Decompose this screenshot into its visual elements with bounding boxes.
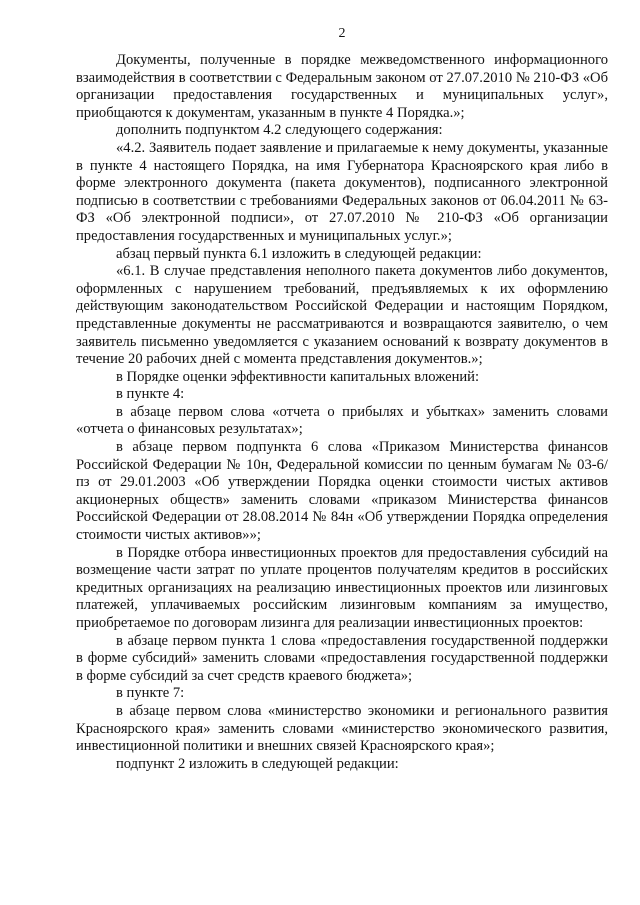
paragraph-3: «4.2. Заявитель подает заявление и прилагаемые к нему документы, указанные в пункте 4 настоящего Порядка, на имя Губернатора Красноярского края либо в форме электронного документа (пакета документов), подписанного электронной подписью в соответствии с требованиями Федеральных законов от 06.04.2011 № 63-ФЗ «Об электронной подписи», от 27.07.2010 № 210-ФЗ «Об организации предоставления государственных и муниципальных услуг.»; [76,139,608,244]
document-body [76,52,608,773]
paragraph-12: в пункте 7: [116,685,185,702]
paragraph-11: в абзаце первом пункта 1 слова «предоставления государственной поддержки в форме субсидий» заменить словами «предоставления государственной поддержки в форме субсидий за счет средств краевого бюджета»; [76,632,608,684]
paragraph-10: в Порядке отбора инвестиционных проектов для предоставления субсидий на возмещение части затрат по уплате процентов получателям кредитов в российских кредитных организациях на реализацию инвестиционных проектов или лизинговых платежей, уплачиваемых российским лизинговым компаниям за имущество, приобретаемое по договорам лизинга для реализации инвестиционных проектов: [76,544,608,631]
paragraph-6: в Порядке оценки эффективности капитальных вложений: [116,368,480,385]
paragraph-7: в пункте 4: [116,386,185,403]
paragraph-9: в абзаце первом подпункта 6 слова «Приказом Министерства финансов Российской Федерации № 10н, Федеральной комиссии по ценным бумагам № 03-6/пз от 29.01.2003 «Об утверждении Порядка оценки стоимости чистых активов акционерных обществ» заменить словами «приказом Министерства финансов Российской Федерации от 28.08.2014 № 84н «Об утверждении Порядка определения стоимости чистых активов»»; [76,439,608,544]
paragraph-5: «6.1. В случае представления неполного пакета документов либо документов, оформленных с нарушением требований, предъявляемых к их оформлению действующим законодательством Российской Федерации и настоящим Порядком, представленные документы не рассматриваются и возвращаются заявителю, о чем заявитель письменно уведомляется с указанием оснований к возврату документов в течение 20 рабочих дней с момента представления документов.»; [76,263,608,368]
paragraph-1: Документы, полученные в порядке межведомственного информационного взаимодействия в соответствии с Федеральным законом от 27.07.2010 № 210-ФЗ «Об организации предоставления государственных и муниципальных услуг», приобщаются к документам, указанным в пункте 4 Порядка.»; [76,52,608,121]
paragraph-2: дополнить подпунктом 4.2 следующего содержания: [116,122,443,139]
page-number: 2 [338,26,346,41]
paragraph-8: в абзаце первом слова «отчета о прибылях и убытках» заменить словами «отчета о финансовых результатах»; [76,403,608,438]
paragraph-13: в абзаце первом слова «министерство экономики и регионального развития Красноярского края» заменить словами «министерство экономического развития, инвестиционной политики и внешних связей Красноярского края»; [76,702,608,755]
paragraph-14: подпункт 2 изложить в следующей редакции: [116,755,399,772]
paragraph-4: абзац первый пункта 6.1 изложить в следующей редакции: [116,245,482,262]
